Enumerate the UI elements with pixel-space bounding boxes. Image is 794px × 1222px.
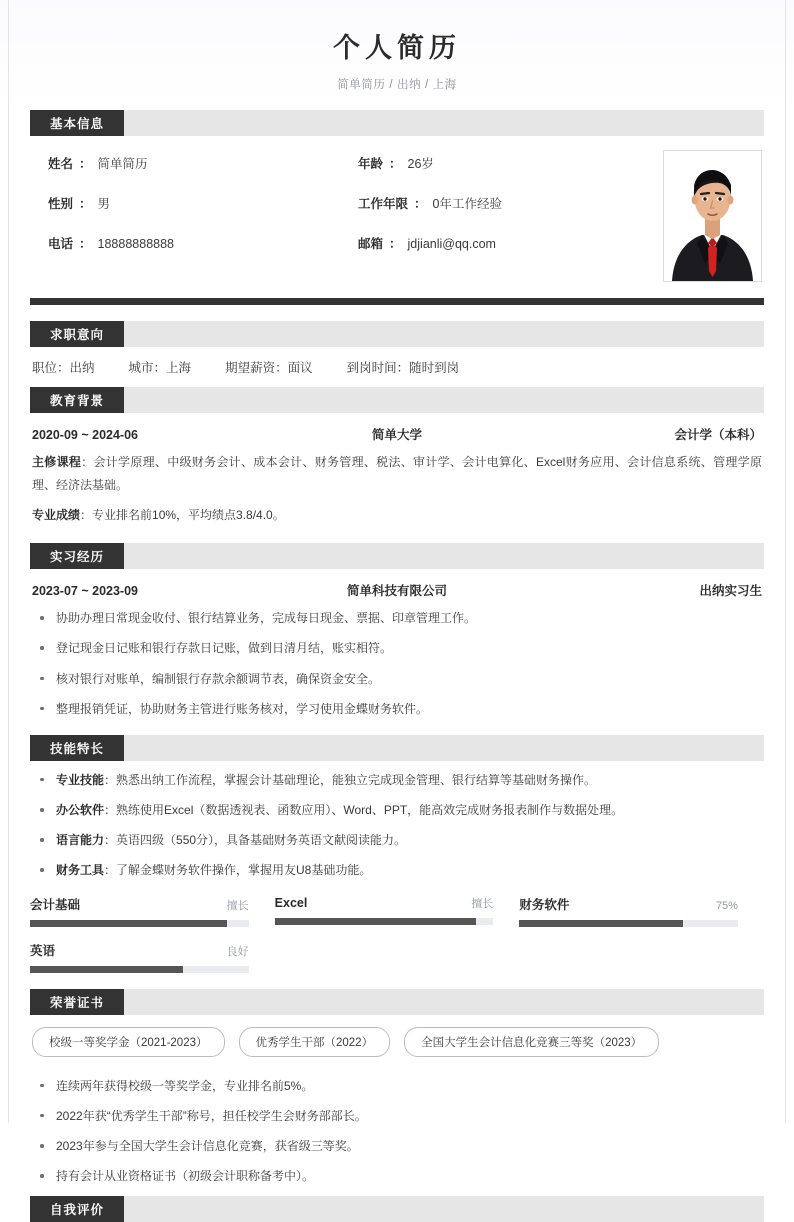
section-bar-fill [124,387,764,413]
internship-bullet-list [30,609,764,723]
field-value: 0年工作经验 [432,197,502,211]
intent-key: 城市： [128,361,167,375]
list-item [30,1077,764,1107]
list-item [30,700,764,723]
education-major: 会计学（本科） [674,428,762,442]
section-title-skills: 技能特长 [30,735,124,761]
list-item [30,670,764,700]
skill-bar-name: 英语 [30,943,56,958]
bullet-dot-icon [40,868,44,872]
skill-bar-accounting [30,895,275,927]
education-gpa-text: ：专业排名前10%，平均绩点3.8/4.0。 [80,507,285,522]
field-name [30,154,340,172]
list-item [30,771,764,801]
intent-key: 职位： [32,361,70,375]
page-title: 个人简历 [333,33,461,63]
internship-role: 出纳实习生 [699,584,762,599]
section-header-intent [30,321,764,347]
field-value: 男 [97,197,111,211]
field-work-years [340,194,650,212]
field-phone [30,234,340,252]
field-value: jdjianli@qq.com [407,237,496,251]
field-age [340,154,650,172]
bullet-dot-icon [40,1114,44,1118]
field-label: 年龄 [358,157,384,171]
field-label: 姓名 [48,157,74,171]
skill-text: ：熟练使用Excel（数据透视表、函数应用）、Word、PPT，能高效完成财务报表制作与数据处理。 [104,803,624,818]
section-title-intent: 求职意向 [30,321,124,347]
list-item-text: 核对银行对账单，编制银行存款余额调节表，确保资金安全。 [56,671,381,686]
skill-bar-track [30,966,249,973]
honor-tag: 全国大学生会计信息化竞赛三等奖（2023） [404,1027,659,1057]
basic-info-fields [30,150,663,282]
section-bar-fill [124,543,764,569]
bullet-dot-icon [40,838,44,842]
bullet-dot-icon [40,707,44,711]
intent-key: 期望薪资： [225,361,288,375]
section-title-self-eval: 自我评价 [30,1196,124,1222]
education-school: 简单大学 [371,428,422,442]
bullet-dot-icon [40,808,44,812]
basic-info-block [30,136,764,282]
field-colon: ： [389,157,402,171]
resume-header [0,0,794,110]
skill-bar-level: 擅长 [471,897,494,910]
bullet-dot-icon [40,778,44,782]
skill-bar-level: 75% [715,899,738,912]
skill-bar-group [30,889,764,989]
section-bar-fill [124,989,764,1015]
skill-bar-fill [30,920,227,927]
section-header-basic [30,110,764,136]
list-item-text: 2023年参与全国大学生会计信息化竞赛，获省级三等奖。 [56,1139,359,1154]
skill-bar-level: 良好 [226,945,249,958]
field-colon: ： [414,197,427,211]
list-item-text: 持有会计从业资格证书（初级会计职称备考中）。 [56,1169,315,1184]
intent-value: 面议 [287,361,313,375]
section-bar-fill [124,110,764,136]
skill-bar-fill [275,918,476,925]
skill-text: ：英语四级（550分），具备基础财务英语文献阅读能力。 [104,833,407,848]
field-colon: ： [79,197,92,211]
intent-salary [225,358,313,376]
honor-tag: 优秀学生干部（2022） [239,1027,391,1057]
section-header-honors [30,989,764,1015]
list-item [30,1107,764,1137]
field-value: 26岁 [407,157,434,171]
field-colon: ： [79,237,92,251]
bullet-dot-icon [40,1144,44,1148]
field-value: 18888888888 [97,237,175,251]
field-label: 邮箱 [358,237,384,251]
education-courses [30,451,764,500]
bullet-dot-icon [40,677,44,681]
honors-bullet-list [30,1077,764,1191]
skill-label: 语言能力 [56,833,105,848]
field-colon: ： [389,237,402,251]
skill-bar-name: 财务软件 [519,897,570,912]
education-courses-text: ：会计学原理、中级财务会计、成本会计、财务管理、税法、审计学、会计电算化、Excel财务应用、会计信息系统、管理学原理、经济法基础。 [32,455,762,493]
skill-bar-level: 擅长 [226,899,249,912]
field-gender [30,194,340,212]
skill-bar-name: Excel [274,895,308,910]
field-email [340,234,650,252]
skill-bar-fill [30,966,183,973]
basic-info-row [30,154,663,172]
education-courses-label: 主修课程 [32,455,82,469]
bullet-dot-icon [40,1084,44,1088]
skill-label: 办公软件 [56,803,105,818]
intent-key: 到岗时间： [346,361,410,375]
section-bar-fill [124,321,764,347]
avatar [663,150,762,282]
section-header-internship [30,543,764,569]
bullet-dot-icon [40,646,44,650]
section-bar-fill [124,735,764,761]
list-item-text: 连续两年获得校级一等奖学金，专业排名前5%。 [56,1078,314,1093]
list-item [30,1137,764,1167]
skills-bullet-list [30,771,764,885]
section-header-skills [30,735,764,761]
bullet-dot-icon [40,616,44,620]
list-item [30,609,764,639]
list-item-text: 登记现金日记账和银行存款日记账，做到日清月结，账实相符。 [56,641,393,656]
portrait-photo-icon [664,151,761,281]
skill-label: 财务工具 [56,863,105,878]
internship-entry-head [30,569,764,607]
section-title-basic: 基本信息 [30,110,124,136]
section-title-honors: 荣誉证书 [30,989,124,1015]
education-entry-head [30,413,764,451]
honor-tag-group [30,1015,764,1075]
intent-value: 出纳 [69,361,95,375]
field-colon: ： [79,157,92,171]
list-item [30,1167,764,1190]
intent-position [32,358,95,376]
field-label: 工作年限 [358,197,409,211]
skill-bar-track [30,920,249,927]
skill-bar-excel [275,895,520,927]
education-gpa [30,500,764,529]
field-value: 简单简历 [97,157,148,171]
education-date: 2020-09 ~ 2024-06 [32,428,138,442]
list-item [30,831,764,861]
skill-text: ：了解金蝶财务软件操作，掌握用友U8基础功能。 [104,863,372,878]
skill-bar-track [519,920,738,927]
bullet-dot-icon [40,1174,44,1178]
section-header-self-eval [30,1196,764,1222]
skill-bar-track [275,918,494,925]
intent-value: 随时到岗 [409,361,460,375]
basic-info-row [30,194,663,212]
section-header-education [30,387,764,413]
education-gpa-label: 专业成绩 [32,507,81,522]
basic-info-row [30,234,663,252]
list-item [30,639,764,669]
intent-city [129,358,192,376]
intent-available [347,358,460,376]
list-item-text: 协助办理日常现金收付、银行结算业务，完成每日现金、票据、印章管理工作。 [56,611,477,626]
section-title-internship: 实习经历 [30,543,124,569]
skill-bar-english [30,941,275,973]
list-item-text: 2022年获“优秀学生干部”称号，担任校学生会财务部部长。 [56,1108,367,1123]
honor-tag: 校级一等奖学金（2021-2023） [32,1027,225,1057]
section-divider [30,298,764,305]
internship-date: 2023-07 ~ 2023-09 [32,584,138,599]
intent-value: 上海 [166,361,192,375]
field-label: 性别 [48,197,74,211]
list-item-text: 整理报销凭证，协助财务主管进行账务核对，学习使用金蝶财务软件。 [56,701,429,716]
header-subtitle: 简单简历 / 出纳 / 上海 [337,79,457,91]
job-intent-row [30,347,764,387]
skill-bar-finance-software [519,895,764,927]
field-label: 电话 [48,237,74,251]
internship-company: 简单科技有限公司 [346,584,447,599]
section-title-education: 教育背景 [30,387,124,413]
list-item [30,861,764,884]
skill-bar-fill [519,920,683,927]
list-item [30,801,764,831]
skill-text: ：熟悉出纳工作流程，掌握会计基础理论，能独立完成现金管理、银行结算等基础财务操作。 [104,772,597,787]
skill-label: 专业技能 [56,772,105,787]
skill-bar-name: 会计基础 [30,897,81,912]
section-bar-fill [124,1196,764,1222]
